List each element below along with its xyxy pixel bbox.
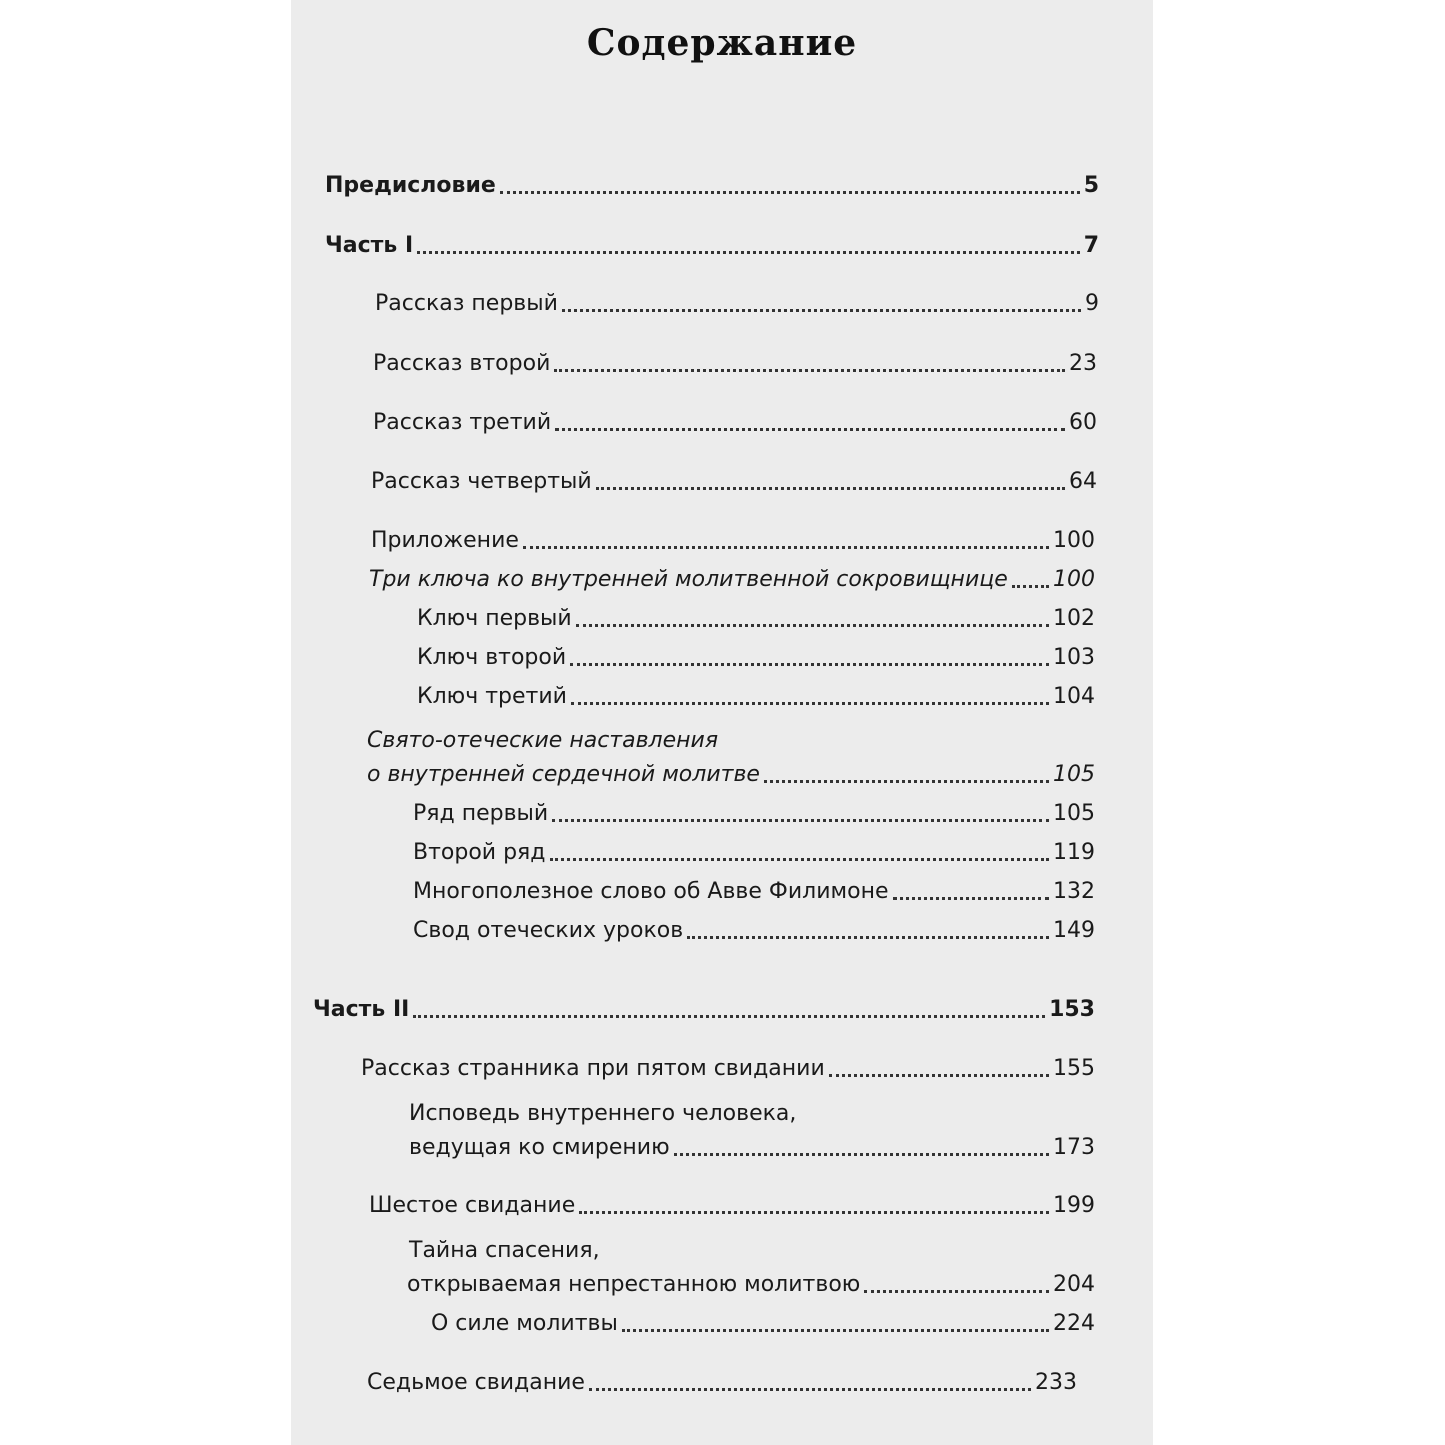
toc-entry xyxy=(413,917,1095,945)
toc-page-number: 155 xyxy=(1053,1056,1095,1081)
book-page xyxy=(291,0,1153,1445)
toc-label: о внутренней сердечной молитве xyxy=(367,762,760,787)
toc-entry xyxy=(325,232,1099,260)
toc-page-number: 5 xyxy=(1083,173,1099,198)
dot-leader xyxy=(829,1064,1049,1077)
dot-leader xyxy=(500,181,1080,194)
dot-leader xyxy=(571,692,1049,705)
toc-entry xyxy=(431,1310,1095,1338)
dot-leader xyxy=(555,418,1065,431)
toc-label: Шестое свидание xyxy=(369,1193,576,1218)
dot-leader xyxy=(579,1201,1049,1214)
toc-label: Рассказ четвертый xyxy=(371,469,592,494)
page-title: Содержание xyxy=(586,22,858,64)
toc-entry xyxy=(369,566,1095,594)
toc-page-number: 153 xyxy=(1049,997,1095,1022)
toc-label: Ряд первый xyxy=(413,801,549,826)
toc-entry xyxy=(413,839,1095,867)
toc-entry xyxy=(417,644,1095,672)
dot-leader xyxy=(764,770,1049,783)
toc-page-number: 199 xyxy=(1053,1193,1095,1218)
toc-label: Рассказ третий xyxy=(373,410,552,435)
dot-leader xyxy=(552,809,1049,822)
toc-label: Часть I xyxy=(325,233,414,258)
toc-entry xyxy=(367,1369,1077,1397)
toc-page-number: 224 xyxy=(1053,1311,1095,1336)
toc-entry-first-line: Тайна спасения, xyxy=(409,1238,600,1263)
toc-page-number: 23 xyxy=(1069,351,1097,376)
dot-leader xyxy=(864,1280,1049,1293)
toc-label: Рассказ странника при пятом свидании xyxy=(361,1056,825,1081)
toc-page-number: 103 xyxy=(1053,645,1095,670)
dot-leader xyxy=(576,614,1049,627)
toc-label: Ключ второй xyxy=(417,645,567,670)
toc-page-number: 119 xyxy=(1053,840,1095,865)
toc-entry xyxy=(371,468,1097,496)
dot-leader xyxy=(596,477,1065,490)
dot-leader xyxy=(893,887,1050,900)
toc-label: открываемая непрестанною молитвою xyxy=(407,1272,861,1297)
toc-page-number: 9 xyxy=(1085,291,1099,316)
toc-entry xyxy=(375,290,1099,318)
toc-label: Рассказ первый xyxy=(375,291,558,316)
toc-entry xyxy=(417,605,1095,633)
toc-label: Предисловие xyxy=(325,173,496,198)
toc-entry xyxy=(361,1055,1095,1083)
dot-leader xyxy=(554,359,1065,372)
dot-leader xyxy=(417,241,1080,254)
toc-page-number: 64 xyxy=(1069,469,1097,494)
toc-entry-first-line: Свято-отеческие наставления xyxy=(367,728,719,753)
toc-entry xyxy=(373,409,1097,437)
toc-page-number: 102 xyxy=(1053,606,1095,631)
toc-entry xyxy=(313,996,1095,1024)
dot-leader xyxy=(523,536,1049,549)
toc-page-number: 173 xyxy=(1053,1135,1095,1160)
toc-label: Часть II xyxy=(313,997,410,1022)
toc-page-number: 105 xyxy=(1053,801,1095,826)
toc-entry xyxy=(325,172,1099,200)
dot-leader xyxy=(674,1143,1049,1156)
toc-entry xyxy=(369,1192,1095,1220)
toc-page-number: 204 xyxy=(1053,1272,1095,1297)
dot-leader xyxy=(1012,575,1049,588)
dot-leader xyxy=(413,1005,1045,1018)
toc-label: Второй ряд xyxy=(413,840,546,865)
dot-leader xyxy=(687,926,1049,939)
toc-entry xyxy=(373,350,1097,378)
toc-entry xyxy=(409,1134,1095,1162)
toc-entry-first-line: Исповедь внутреннего человека, xyxy=(409,1101,797,1126)
toc-label: Многополезное слово об Авве Филимоне xyxy=(413,879,889,904)
toc-label: Рассказ второй xyxy=(373,351,551,376)
toc-page-number: 132 xyxy=(1053,879,1095,904)
toc-label: Ключ третий xyxy=(417,684,567,709)
toc-label: Ключ первый xyxy=(417,606,572,631)
toc-label: Седьмое свидание xyxy=(367,1370,585,1395)
toc-entry xyxy=(371,527,1095,555)
toc-label: ведущая ко смирению xyxy=(409,1135,670,1160)
toc-entry xyxy=(417,683,1095,711)
toc-label: Свод отеческих уроков xyxy=(413,918,684,943)
toc-page-number: 100 xyxy=(1053,528,1095,553)
toc-page-number: 233 xyxy=(1035,1370,1077,1395)
toc-page-number: 60 xyxy=(1069,410,1097,435)
dot-leader xyxy=(550,848,1050,861)
dot-leader xyxy=(570,653,1049,666)
toc-entry xyxy=(413,878,1095,906)
dot-leader xyxy=(622,1319,1049,1332)
toc-page-number: 149 xyxy=(1053,918,1095,943)
dot-leader xyxy=(562,299,1081,312)
dot-leader xyxy=(589,1378,1031,1391)
toc-label: О силе молитвы xyxy=(431,1311,618,1336)
toc-page-number: 104 xyxy=(1053,684,1095,709)
toc-entry xyxy=(413,800,1095,828)
toc-page-number: 105 xyxy=(1053,762,1095,787)
toc-label: Приложение xyxy=(371,528,519,553)
toc-page-number: 100 xyxy=(1053,567,1095,592)
toc-entry xyxy=(367,761,1095,789)
toc-label: Три ключа ко внутренней молитвенной сокровищнице xyxy=(369,567,1008,592)
toc-page-number: 7 xyxy=(1083,233,1099,258)
toc-entry xyxy=(407,1271,1095,1299)
